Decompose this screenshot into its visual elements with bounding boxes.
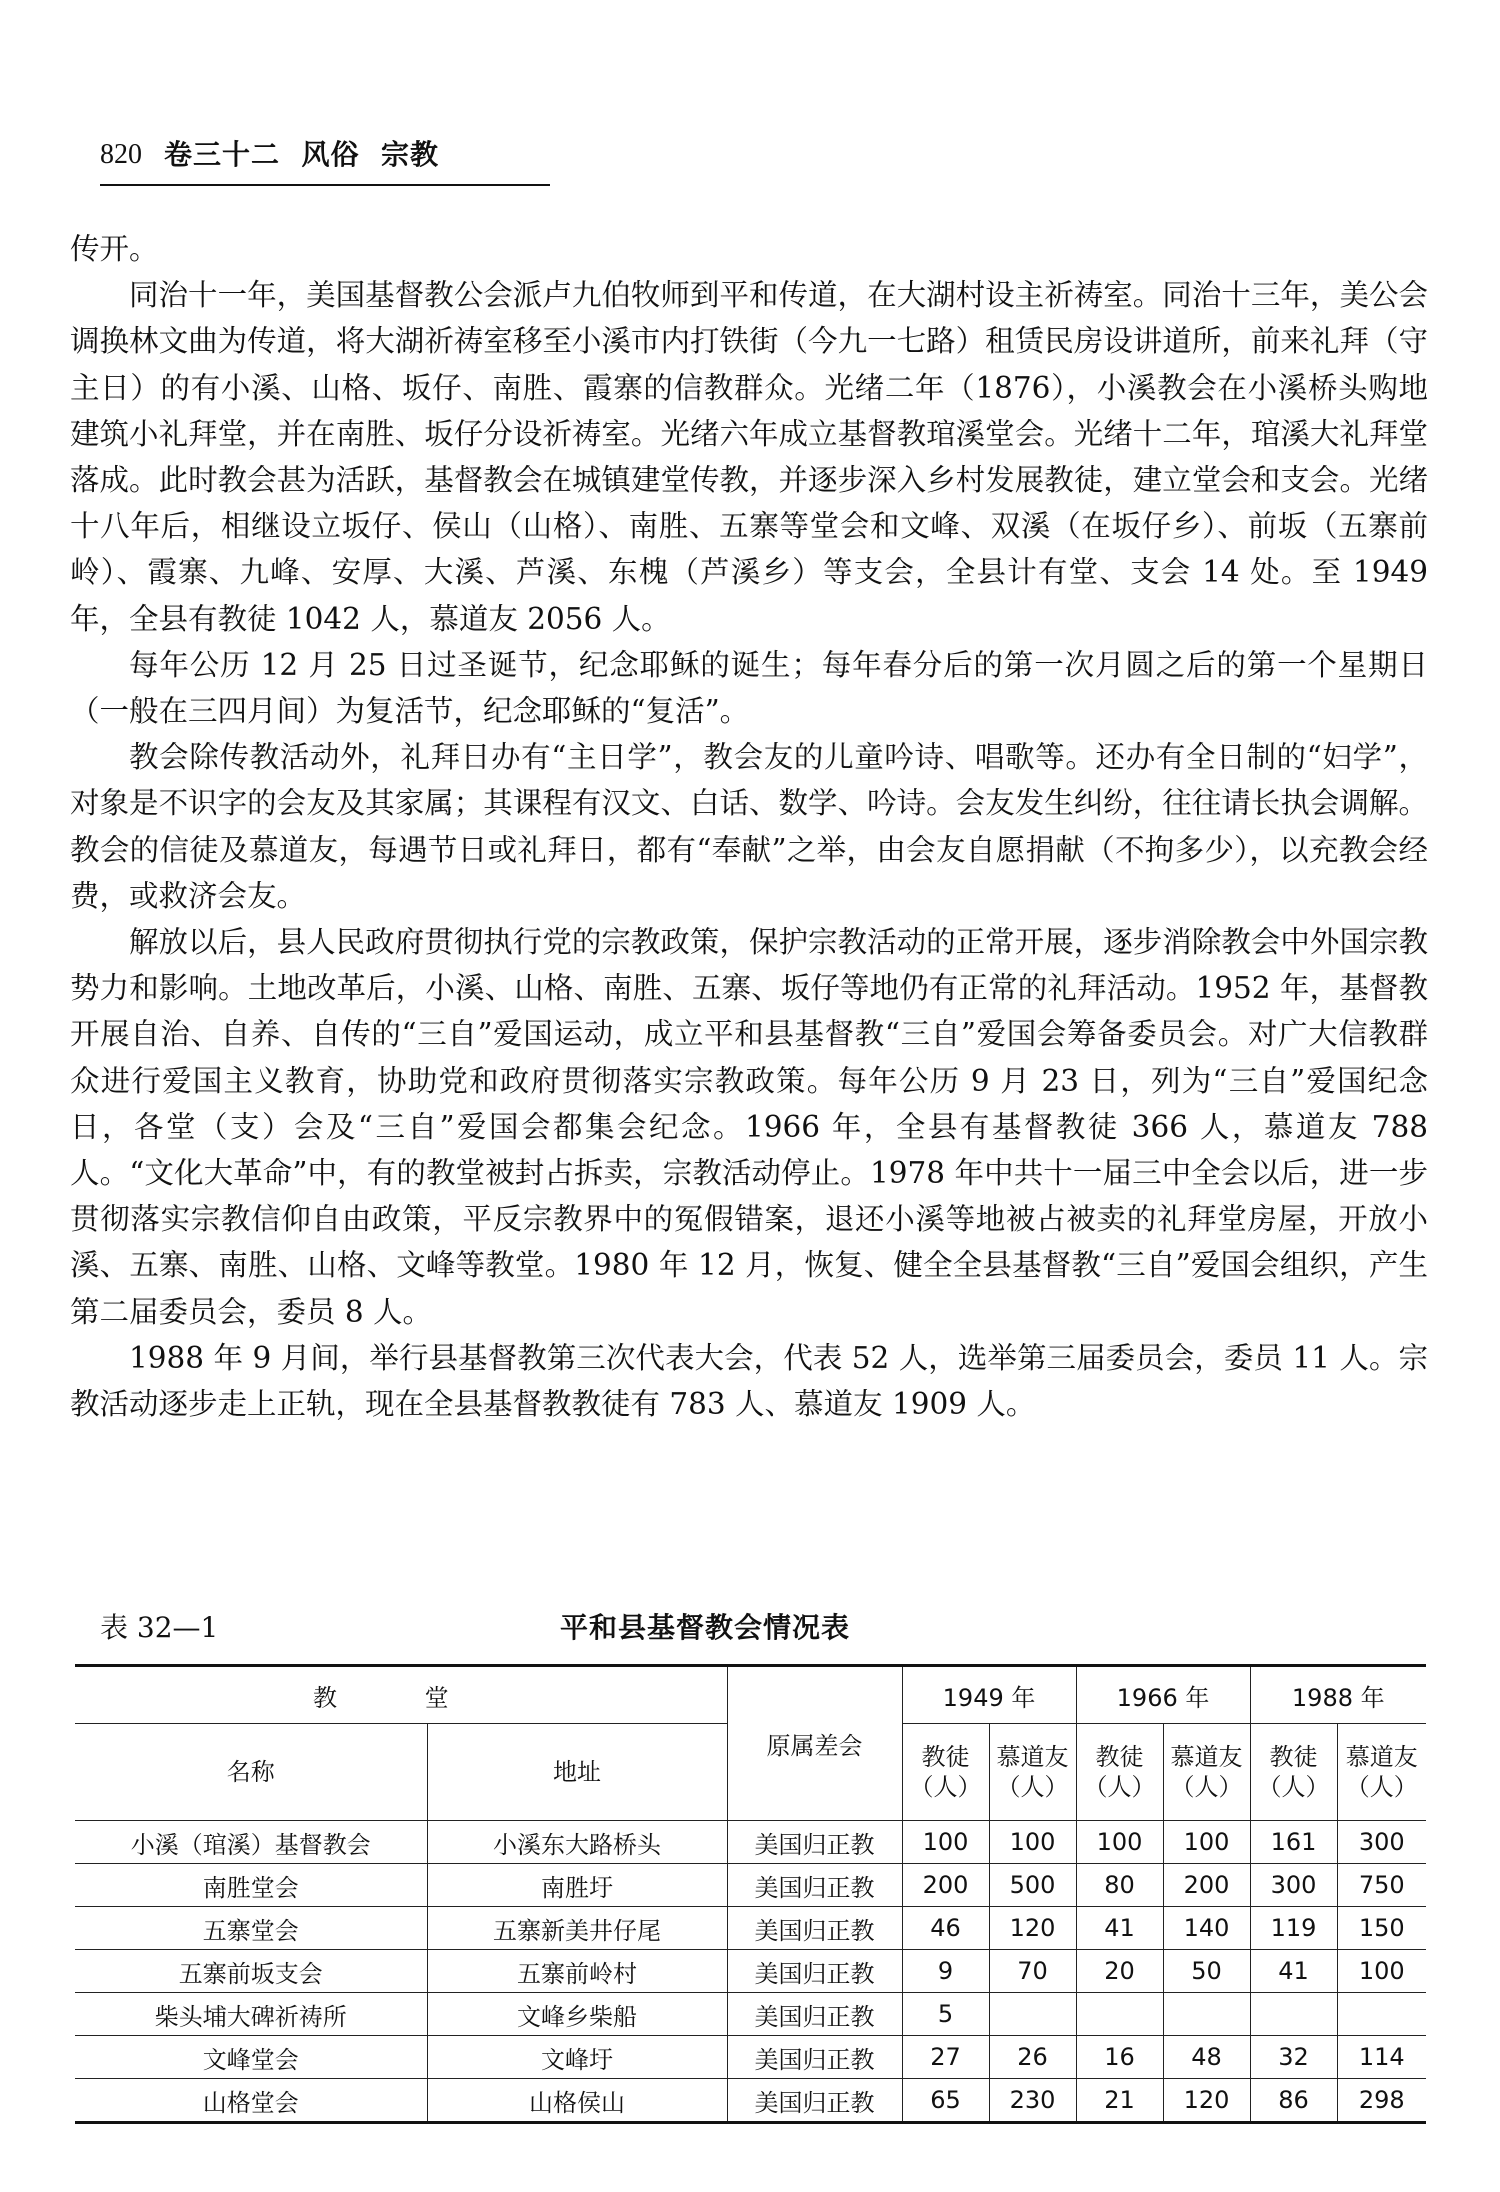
cell-value: 100 bbox=[1076, 1821, 1163, 1864]
page-header bbox=[100, 138, 550, 186]
cell-value: 120 bbox=[989, 1907, 1076, 1950]
church-table bbox=[75, 1664, 1426, 2124]
cell-mission: 美国归正教 bbox=[727, 1821, 902, 1864]
table-row bbox=[75, 1950, 1426, 1993]
header-seekers-1966: 慕道友（人） bbox=[1163, 1724, 1250, 1821]
paragraph: 解放以后，县人民政府贯彻执行党的宗教政策，保护宗教活动的正常开展，逐步消除教会中外国宗教势力和影响。土地改革后，小溪、山格、南胜、五寨、坂仔等地仍有正常的礼拜活动。1952 年，基督教开展自治、自养、自传的“三自”爱国运动，成立平和县基督教“三自”爱国会筹备委员会。对广大信教群众进行爱国主义教育，协助党和政府贯彻落实宗教政策。每年公历 9 月 23 日，列为“三自”爱国纪念日，各堂（支）会及“三自”爱国会都集会纪念。1966 年，全县有基督教徒 366 人，慕道友 788 人。“文化大革命”中，有的教堂被封占拆卖，宗教活动停止。1978 年中共十一届三中全会以后，进一步贯彻落实宗教信仰自由政策，平反宗教界中的冤假错案，退还小溪等地被占被卖的礼拜堂房屋，开放小溪、五寨、南胜、山格、文峰等教堂。1980 年 12 月，恢复、健全全县基督教“三自”爱国会组织，产生第二届委员会，委员 8 人。 bbox=[70, 925, 1428, 1329]
cell-name: 山格堂会 bbox=[75, 2079, 427, 2123]
paragraph-continuation: 传开。 bbox=[70, 232, 159, 266]
cell-value: 5 bbox=[902, 1993, 989, 2036]
cell-value: 32 bbox=[1250, 2036, 1337, 2079]
cell-value: 200 bbox=[902, 1864, 989, 1907]
paragraph: 同治十一年，美国基督教公会派卢九伯牧师到平和传道，在大湖村设主祈祷室。同治十三年，美公会调换林文曲为传道，将大湖祈祷室移至小溪市内打铁街（今九一七路）租赁民房设讲道所，前来礼拜（守主日）的有小溪、山格、坂仔、南胜、霞寨的信教群众。光绪二年（1876），小溪教会在小溪桥头购地建筑小礼拜堂，并在南胜、坂仔分设祈祷室。光绪六年成立基督教琯溪堂会。光绪十二年，琯溪大礼拜堂落成。此时教会甚为活跃，基督教会在城镇建堂传教，并逐步深入乡村发展教徒，建立堂会和支会。光绪十八年后，相继设立坂仔、侯山（山格）、南胜、五寨等堂会和文峰、双溪（在坂仔乡）、前坂（五寨前岭）、霞寨、九峰、安厚、大溪、芦溪、东槐（芦溪乡）等支会，全县计有堂、支会 14 处。至 1949 年，全县有教徒 1042 人，慕道友 2056 人。 bbox=[70, 278, 1428, 636]
cell-name: 五寨堂会 bbox=[75, 1907, 427, 1950]
header-seekers-1949: 慕道友（人） bbox=[989, 1724, 1076, 1821]
cell-value: 100 bbox=[902, 1821, 989, 1864]
chapter-title: 卷三十二 风俗 宗教 bbox=[164, 138, 439, 171]
cell-value: 140 bbox=[1163, 1907, 1250, 1950]
cell-value: 41 bbox=[1076, 1907, 1163, 1950]
cell-value: 161 bbox=[1250, 1821, 1337, 1864]
header-name: 名称 bbox=[75, 1724, 427, 1821]
cell-value: 150 bbox=[1337, 1907, 1426, 1950]
cell-value: 750 bbox=[1337, 1864, 1426, 1907]
cell-value: 80 bbox=[1076, 1864, 1163, 1907]
paragraph: 每年公历 12 月 25 日过圣诞节，纪念耶稣的诞生；每年春分后的第一次月圆之后的第一个星期日（一般在三四月间）为复活节，纪念耶稣的“复活”。 bbox=[70, 647, 1428, 729]
table-row bbox=[75, 2036, 1426, 2079]
table-row bbox=[75, 1907, 1426, 1950]
header-year-1988: 1988 年 bbox=[1250, 1666, 1426, 1724]
header-believers-1988: 教徒（人） bbox=[1250, 1724, 1337, 1821]
cell-mission: 美国归正教 bbox=[727, 1950, 902, 1993]
cell-mission: 美国归正教 bbox=[727, 1864, 902, 1907]
cell-mission: 美国归正教 bbox=[727, 1907, 902, 1950]
cell-value: 21 bbox=[1076, 2079, 1163, 2123]
cell-address: 山格侯山 bbox=[427, 2079, 727, 2123]
cell-value: 27 bbox=[902, 2036, 989, 2079]
cell-value: 86 bbox=[1250, 2079, 1337, 2123]
cell-value: 500 bbox=[989, 1864, 1076, 1907]
cell-mission: 美国归正教 bbox=[727, 1993, 902, 2036]
header-believers-1966: 教徒（人） bbox=[1076, 1724, 1163, 1821]
cell-mission: 美国归正教 bbox=[727, 2079, 902, 2123]
cell-value: 48 bbox=[1163, 2036, 1250, 2079]
cell-value: 120 bbox=[1163, 2079, 1250, 2123]
cell-name: 文峰堂会 bbox=[75, 2036, 427, 2079]
cell-address: 五寨新美井仔尾 bbox=[427, 1907, 727, 1950]
table-number: 表 32—1 bbox=[100, 1611, 219, 1644]
cell-value bbox=[1250, 1993, 1337, 2036]
cell-mission: 美国归正教 bbox=[727, 2036, 902, 2079]
table-caption bbox=[100, 1608, 1426, 1648]
cell-value: 41 bbox=[1250, 1950, 1337, 1993]
cell-address: 文峰圩 bbox=[427, 2036, 727, 2079]
cell-value: 100 bbox=[1337, 1950, 1426, 1993]
table-title: 平和县基督教会情况表 bbox=[560, 1611, 851, 1644]
header-original-mission: 原属差会 bbox=[727, 1666, 902, 1821]
cell-value: 100 bbox=[1163, 1821, 1250, 1864]
cell-value: 230 bbox=[989, 2079, 1076, 2123]
cell-value bbox=[1337, 1993, 1426, 2036]
cell-value: 26 bbox=[989, 2036, 1076, 2079]
cell-value bbox=[1163, 1993, 1250, 2036]
cell-value: 46 bbox=[902, 1907, 989, 1950]
cell-value: 300 bbox=[1337, 1821, 1426, 1864]
paragraph: 教会除传教活动外，礼拜日办有“主日学”，教会友的儿童吟诗、唱歌等。还办有全日制的“妇学”，对象是不识字的会友及其家属；其课程有汉文、白话、数学、吟诗。会友发生纠纷，往往请长执会调解。教会的信徒及慕道友，每遇节日或礼拜日，都有“奉献”之举，由会友自愿捐献（不拘多少），以充教会经费，或救济会友。 bbox=[70, 740, 1428, 913]
cell-value: 20 bbox=[1076, 1950, 1163, 1993]
cell-value: 200 bbox=[1163, 1864, 1250, 1907]
cell-value: 50 bbox=[1163, 1950, 1250, 1993]
body-text bbox=[70, 226, 1428, 1427]
cell-value bbox=[989, 1993, 1076, 2036]
header-church: 教 堂 bbox=[75, 1666, 727, 1724]
cell-name: 南胜堂会 bbox=[75, 1864, 427, 1907]
cell-value: 65 bbox=[902, 2079, 989, 2123]
header-year-1966: 1966 年 bbox=[1076, 1666, 1250, 1724]
cell-name: 柴头埔大碑祈祷所 bbox=[75, 1993, 427, 2036]
table-row bbox=[75, 1993, 1426, 2036]
cell-value: 114 bbox=[1337, 2036, 1426, 2079]
cell-address: 五寨前岭村 bbox=[427, 1950, 727, 1993]
table-row bbox=[75, 1821, 1426, 1864]
cell-name: 小溪（琯溪）基督教会 bbox=[75, 1821, 427, 1864]
header-year-1949: 1949 年 bbox=[902, 1666, 1076, 1724]
cell-value: 300 bbox=[1250, 1864, 1337, 1907]
cell-value: 9 bbox=[902, 1950, 989, 1993]
cell-value: 298 bbox=[1337, 2079, 1426, 2123]
cell-value: 16 bbox=[1076, 2036, 1163, 2079]
page-number: 820 bbox=[100, 139, 142, 170]
cell-name: 五寨前坂支会 bbox=[75, 1950, 427, 1993]
paragraph: 1988 年 9 月间，举行县基督教第三次代表大会，代表 52 人，选举第三届委员会，委员 11 人。宗教活动逐步走上正轨，现在全县基督教教徒有 783 人、慕道友 1909 人。 bbox=[70, 1340, 1428, 1422]
cell-value: 100 bbox=[989, 1821, 1076, 1864]
header-seekers-1988: 慕道友（人） bbox=[1337, 1724, 1426, 1821]
cell-value bbox=[1076, 1993, 1163, 2036]
header-believers-1949: 教徒（人） bbox=[902, 1724, 989, 1821]
cell-value: 119 bbox=[1250, 1907, 1337, 1950]
cell-value: 70 bbox=[989, 1950, 1076, 1993]
header-address: 地址 bbox=[427, 1724, 727, 1821]
cell-address: 文峰乡柴船 bbox=[427, 1993, 727, 2036]
table-row bbox=[75, 2079, 1426, 2123]
cell-address: 南胜圩 bbox=[427, 1864, 727, 1907]
table-row bbox=[75, 1864, 1426, 1907]
cell-address: 小溪东大路桥头 bbox=[427, 1821, 727, 1864]
